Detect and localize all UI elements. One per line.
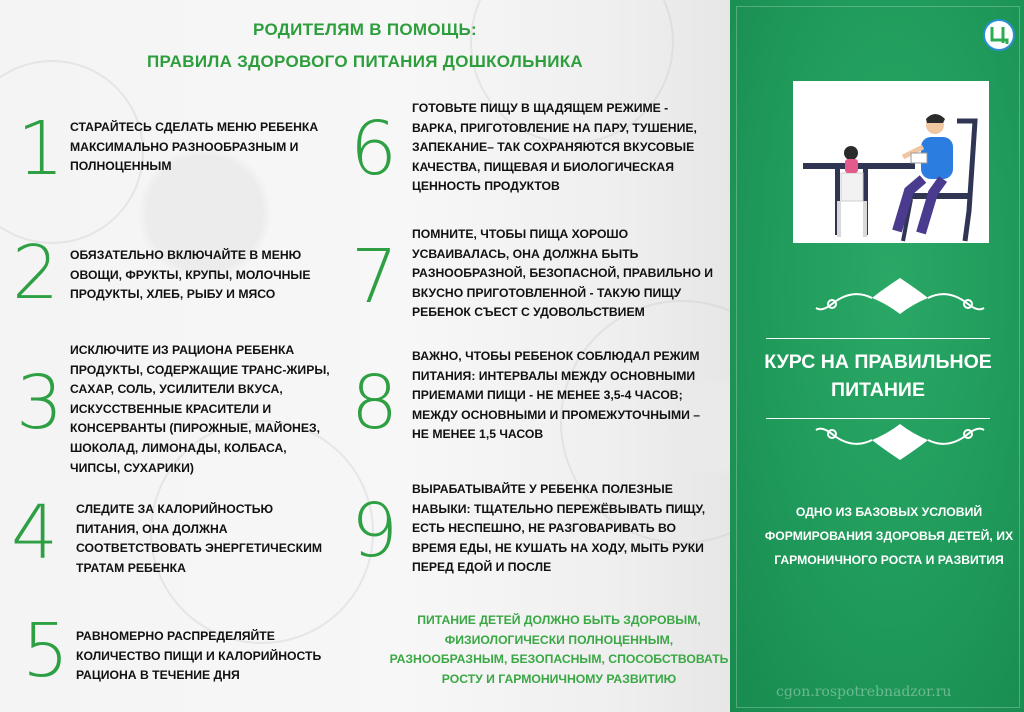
summary-note: ПИТАНИЕ ДЕТЕЙ ДОЛЖНО БЫТЬ ЗДОРОВЫМ, ФИЗИОЛОГИЧЕСКИ ПОЛНОЦЕННЫМ, РАЗНООБРАЗНЫМ, БЕЗОПАСНЫМ, СПОСОБСТВОВАТЬ РОСТУ И ГАРМОНИЧНОМУ РАЗВИТИЮ	[389, 613, 729, 686]
floral-ornament-icon	[812, 268, 988, 326]
rule-text: СТАРАЙТЕСЬ СДЕЛАТЬ МЕНЮ РЕБЕНКА МАКСИМАЛЬНО РАЗНООБРАЗНЫМ И ПОЛНОЦЕННЫМ	[70, 120, 319, 174]
rule-number: 8	[351, 360, 399, 446]
rule-text: ИСКЛЮЧИТЕ ИЗ РАЦИОНА РЕБЕНКА ПРОДУКТЫ, СОДЕРЖАЩИЕ ТРАНС-ЖИРЫ, САХАР, СОЛЬ, УСИЛИТЕЛИ ВКУСА, ИСКУССТВЕННЫЕ КРАСИТЕЛИ И КОНСЕРВАНТЫ (ПИРОЖНЫЕ, МАЙОНЕЗ, ШОКОЛАД, ЛИМОНАДЫ, КОЛБАСА, ЧИПСЫ, СУХАРИКИ)	[70, 343, 330, 475]
rule-number: 3	[16, 360, 64, 446]
rule-text: ОБЯЗАТЕЛЬНО ВКЛЮЧАЙТЕ В МЕНЮ ОВОЩИ, ФРУКТЫ, КРУПЫ, МОЛОЧНЫЕ ПРОДУКТЫ, ХЛЕБ, РЫБУ И МЯСО	[70, 248, 311, 302]
page-title-line-2: ПРАВИЛА ЗДОРОВОГО ПИТАНИЯ ДОШКОЛЬНИКА	[147, 52, 583, 71]
rule-number: 2	[12, 230, 60, 316]
rule-number: 6	[350, 106, 398, 192]
parent-child-meal-illustration	[793, 81, 989, 243]
rule-text: СЛЕДИТЕ ЗА КАЛОРИЙНОСТЬЮ ПИТАНИЯ, ОНА ДОЛЖНА СООТВЕТСТВОВАТЬ ЭНЕРГЕТИЧЕСКИМ ТРАТАМ РЕБЕНКА	[76, 502, 322, 575]
divider-line	[766, 338, 990, 339]
website-watermark: cgon.rospotrebnadzor.ru	[776, 684, 952, 700]
page-title-line-1: РОДИТЕЛЯМ В ПОМОЩЬ:	[253, 20, 477, 39]
rule-text: ВЫРАБАТЫВАЙТЕ У РЕБЕНКА ПОЛЕЗНЫЕ НАВЫКИ: ТЩАТЕЛЬНО ПЕРЕЖЁВЫВАТЬ ПИЩУ, ЕСТЬ НЕСПЕШНО, НЕ РАЗГОВАРИВАТЬ ВО ВРЕМЯ ЕДЫ, НЕ КУШАТЬ НА ХОДУ, МЫТЬ РУКИ ПЕРЕД ЕДОЙ И ПОСЛЕ	[412, 482, 706, 575]
rule-number: 7	[351, 234, 399, 320]
rule-text: РАВНОМЕРНО РАСПРЕДЕЛЯЙТЕ КОЛИЧЕСТВО ПИЩИ И КАЛОРИЙНОСТЬ РАЦИОНА В ТЕЧЕНИЕ ДНЯ	[76, 629, 322, 683]
center-logo-icon	[982, 18, 1016, 52]
course-description: ОДНО ИЗ БАЗОВЫХ УСЛОВИЙ ФОРМИРОВАНИЯ ЗДОРОВЬЯ ДЕТЕЙ, ИХ ГАРМОНИЧНОГО РОСТА И РАЗВИТИЯ	[764, 505, 1014, 567]
rule-text: ВАЖНО, ЧТОБЫ РЕБЕНОК СОБЛЮДАЛ РЕЖИМ ПИТАНИЯ: ИНТЕРВАЛЫ МЕЖДУ ОСНОВНЫМИ ПРИЕМАМИ ПИЩИ - НЕ МЕНЕЕ 3,5-4 ЧАСОВ; МЕЖДУ ОСНОВНЫМИ И ПРОМЕЖУТОЧНЫМИ – НЕ МЕНЕЕ 1,5 ЧАСОВ	[412, 349, 701, 442]
rule-number: 9	[351, 488, 399, 574]
course-title: КУРС НА ПРАВИЛЬНОЕ ПИТАНИЕ	[764, 351, 992, 401]
divider-line	[766, 418, 990, 419]
rule-number: 5	[22, 608, 70, 694]
rule-number: 4	[11, 490, 59, 576]
rule-text: ГОТОВЬТЕ ПИЩУ В ЩАДЯЩЕМ РЕЖИМЕ - ВАРКА, ПРИГОТОВЛЕНИЕ НА ПАРУ, ТУШЕНИЕ, ЗАПЕКАНИЕ– ТАК СОХРАНЯЮТСЯ ВКУСОВЫЕ КАЧЕСТВА, ПИЩЕВАЯ И БИОЛОГИЧЕСКАЯ ЦЕННОСТЬ ПРОДУКТОВ	[412, 101, 697, 194]
floral-ornament-icon	[812, 424, 988, 472]
rule-text: ПОМНИТЕ, ЧТОБЫ ПИЩА ХОРОШО УСВАИВАЛАСЬ, ОНА ДОЛЖНА БЫТЬ РАЗНООБРАЗНОЙ, БЕЗОПАСНОЙ, ПРАВИЛЬНО И ВКУСНО ПРИГОТОВЛЕННОЙ - ТАКУЮ ПИЩУ РЕБЕНОК СЪЕСТ С УДОВОЛЬСТВИЕМ	[412, 227, 713, 320]
rule-number: 1	[17, 106, 65, 192]
